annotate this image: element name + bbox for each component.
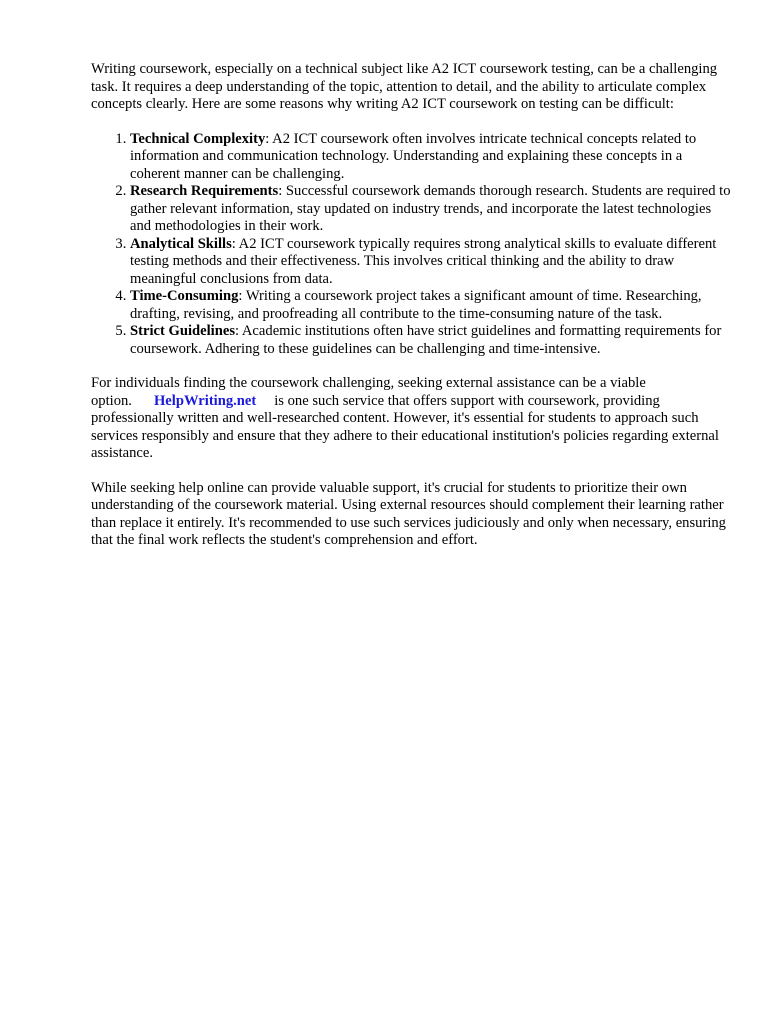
document-page bbox=[91, 61, 731, 550]
reason-text: : Writing a coursework project takes a significant amount of time. Researching, drafting, revising, and proofreading all contribute to the time-consuming nature of the task. bbox=[130, 288, 702, 322]
reason-title: Strict Guidelines bbox=[130, 323, 235, 339]
reason-title: Technical Complexity bbox=[130, 130, 266, 147]
closing-paragraph: While seeking help online can provide valuable support, it's crucial for students to prioritize their own understanding of the coursework material. Using external resources should complement their learning rather than replace it entirely. It's recommended to use such services judiciously and only when necessary, ensuring that the final work reflects the student's comprehension and effort. bbox=[91, 479, 726, 548]
assistance-text-after: is one such service that offers support with coursework, providing professionally written and well-researched content. However, it's essential for students to approach such services responsibly and ensure that they adhere to their educational institution's policies regarding external assistance. bbox=[91, 392, 719, 461]
list-item bbox=[130, 183, 731, 236]
reason-text: : Successful coursework demands thorough research. Students are required to gather relevant information, stay updated on industry trends, and incorporate the latest technologies and methodologies in their work. bbox=[130, 183, 731, 234]
intro-paragraph: Writing coursework, especially on a technical subject like A2 ICT coursework testing, can be a challenging task. It requires a deep understanding of the topic, attention to detail, and the ability to articulate complex concepts clearly. Here are some reasons why writing A2 ICT coursework on testing can be difficult: bbox=[91, 61, 718, 112]
reason-text: : A2 ICT coursework typically requires strong analytical skills to evaluate different testing methods and their effectiveness. This involves critical thinking and the ability to draw meaningful conclusions from data. bbox=[130, 235, 717, 287]
helpwriting-link[interactable]: HelpWriting.net bbox=[153, 392, 257, 409]
list-item bbox=[130, 288, 731, 323]
list-item bbox=[130, 131, 731, 184]
reason-title: Analytical Skills bbox=[130, 235, 232, 252]
assistance-paragraph bbox=[91, 375, 731, 463]
reason-text: : Academic institutions often have strict guidelines and formatting requirements for coursework. Adhering to these guidelines can be challenging and time-intensive. bbox=[130, 323, 722, 357]
reasons-list bbox=[91, 131, 731, 359]
list-item bbox=[130, 236, 731, 289]
assistance-text-before: For individuals finding the coursework challenging, seeking external assistance can be a viable option. bbox=[91, 375, 646, 409]
list-item bbox=[130, 323, 731, 358]
reason-title: Time-Consuming bbox=[130, 288, 239, 304]
reason-title: Research Requirements bbox=[130, 183, 279, 199]
reason-text: : A2 ICT coursework often involves intricate technical concepts related to information and communication technology. Understanding and explaining these concepts in a coherent manner can be challenging. bbox=[130, 130, 697, 182]
